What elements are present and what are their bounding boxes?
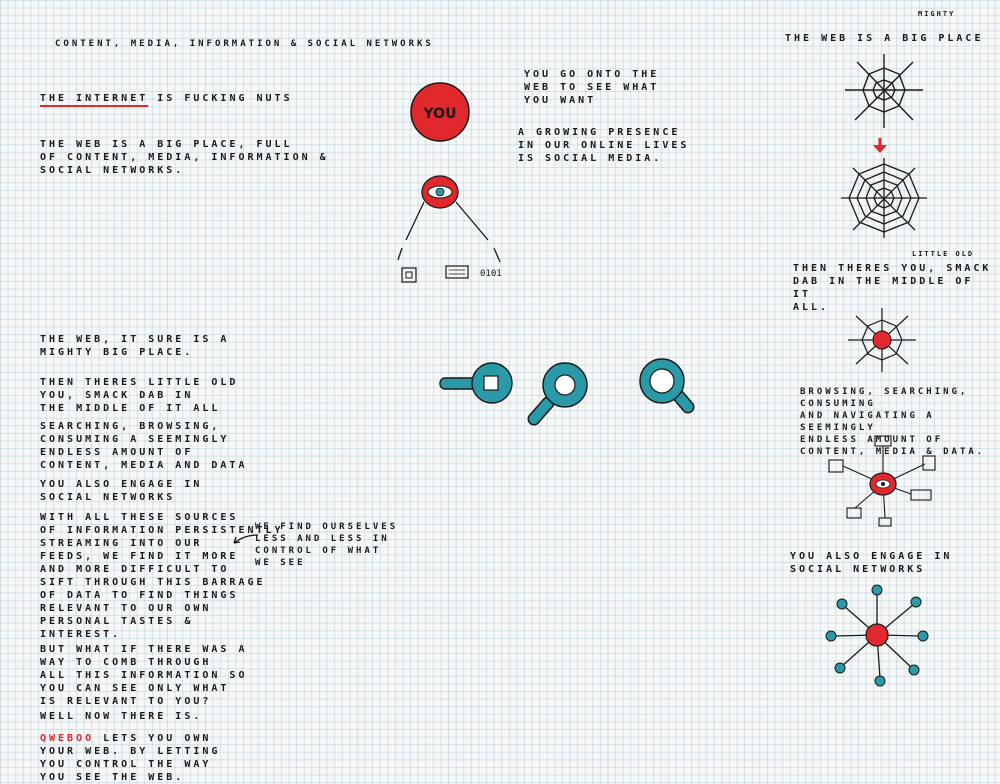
magnifier-horizontal-icon xyxy=(440,363,512,403)
paragraph-searching: SEARCHING, BROWSING, CONSUMING A SEEMINGLY ENDLESS AMOUNT OF CONTENT, MEDIA AND DATA xyxy=(40,421,248,471)
right-title xyxy=(785,32,983,45)
paragraph-little-old-you: THEN THERES LITTLE OLD YOU, SMACK DAB IN THE MIDDLE OF IT ALL xyxy=(40,377,239,414)
heading-underlined: THE INTERNET xyxy=(40,93,149,104)
magnifier-q-icon xyxy=(640,359,688,407)
binary-text: 0101 xyxy=(480,269,502,279)
sparse-web-icon xyxy=(835,48,935,138)
content-hub-icon xyxy=(815,436,955,536)
social-network-icon xyxy=(820,580,940,690)
note-social-media: A GROWING PRESENCE IN OUR ONLINE LIVES IS SOCIAL MEDIA. xyxy=(518,127,690,164)
page-title: CONTENT, MEDIA, INFORMATION & SOCIAL NETWORKS xyxy=(55,39,434,49)
paragraph-comb: BUT WHAT IF THERE WAS A WAY TO COMB THROUGH ALL THIS INFORMATION SO YOU CAN SEE ONLY WHAT IS RELEVANT TO YOU? xyxy=(40,644,248,707)
magnifier-sequence xyxy=(430,355,730,435)
dense-web-icon xyxy=(835,156,935,246)
note-see-what-you-want: YOU GO ONTO THE WEB TO SEE WHAT YOU WANT xyxy=(524,69,660,106)
magnifier-diagonal-icon xyxy=(534,363,587,419)
brand-text-first: LETS YOU OWN xyxy=(103,733,212,744)
brand-text-rest: YOUR WEB. BY LETTING YOU CONTROL THE WAY YOU SEE THE WEB. xyxy=(40,746,221,783)
document-icon xyxy=(446,266,468,278)
right-title-end: BIG PLACE xyxy=(902,33,984,44)
right-title-start: THE WEB IS A xyxy=(785,33,894,44)
main-heading xyxy=(40,92,293,105)
eye-view-diagram xyxy=(380,170,540,290)
side-note: WE FIND OURSELVES LESS AND LESS IN CONTROL OF WHAT WE SEE xyxy=(255,522,399,568)
paragraph-streaming: WITH ALL THESE SOURCES OF INFORMATION PERSISTENTLY STREAMING INTO OUR FEEDS, WE FIND IT MORE AND MORE DIFFICULT TO SIFT THROUGH THIS BARRAGE OF DATA TO FIND THINGS RELEVANT TO OUR OWN PERSONAL TASTES & INTEREST. xyxy=(40,512,284,640)
paragraph-now-there-is: WELL NOW THERE IS. xyxy=(40,711,203,722)
you-label: YOU xyxy=(423,106,457,122)
right-note-dab: THEN THERES YOU, SMACK DAB IN THE MIDDLE OF IT ALL. xyxy=(793,263,992,313)
paragraph-qweboo xyxy=(40,732,220,784)
heading-rest: IS FUCKING NUTS xyxy=(157,93,293,104)
image-icon xyxy=(402,268,416,282)
right-title-insert: MIGHTY xyxy=(918,10,956,18)
intro-text: THE WEB IS A BIG PLACE, FULL OF CONTENT, MEDIA, INFORMATION & SOCIAL NETWORKS. xyxy=(40,139,329,176)
right-note-browse: BROWSING, SEARCHING, CONSUMING AND NAVIGATING A SEEMINGLY ENDLESS AMOUNT OF CONTENT, MEDIA & DATA. xyxy=(800,387,986,457)
paragraph-mighty: THE WEB, IT SURE IS A MIGHTY BIG PLACE. xyxy=(40,334,230,358)
arrow-down-icon xyxy=(870,136,890,156)
right-note-dab-insert: LITTLE OLD xyxy=(912,250,975,258)
web-with-you-icon xyxy=(842,306,922,376)
paragraph-social: YOU ALSO ENGAGE IN SOCIAL NETWORKS xyxy=(40,479,203,503)
right-note-social: YOU ALSO ENGAGE IN SOCIAL NETWORKS xyxy=(790,551,953,575)
you-circle-icon xyxy=(380,80,500,150)
brand-name: QWEBOO xyxy=(40,733,95,744)
